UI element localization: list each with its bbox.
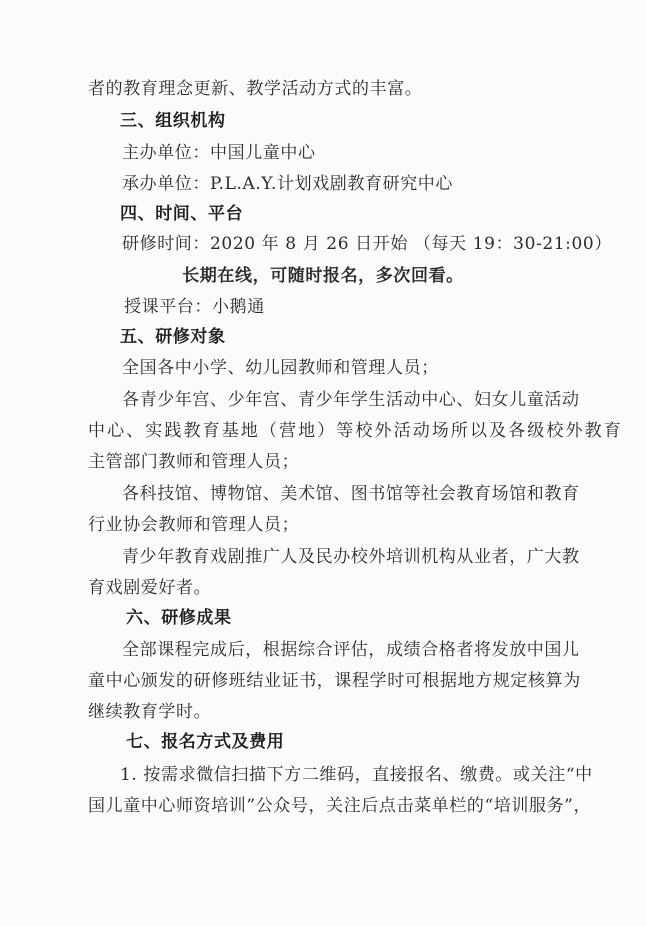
results-line: 全部课程完成后，根据综合评估，成绩合格者将发放中国儿	[122, 640, 580, 660]
audience-line: 青少年教育戏剧推广人及民办校外培训机构从业者，广大教	[122, 547, 580, 567]
training-time: 研修时间：2020 年 8 月 26 日开始 （每天 19：30-21:00）	[122, 234, 612, 254]
audience-line: 各青少年宫、少年宫、青少年学生活动中心、妇女儿童活动	[122, 390, 580, 410]
audience-line: 育戏剧爱好者。	[88, 578, 212, 598]
platform-line: 授课平台：小鹅通	[124, 297, 265, 317]
registration-line: 国儿童中心师资培训”公众号，关注后点击菜单栏的“培训服务”，	[88, 796, 592, 816]
audience-line: 行业协会教师和管理人员；	[88, 515, 300, 535]
registration-line: 1. 按需求微信扫描下方二维码，直接报名、缴费。或关注“中	[120, 765, 593, 785]
audience-line: 各科技馆、博物馆、美术馆、图书馆等社会教育场馆和教育	[122, 484, 580, 504]
section-heading-organization: 三、组织机构	[120, 111, 226, 131]
section-heading-results: 六、研修成果	[126, 608, 232, 628]
paragraph-line: 者的教育理念更新、教学活动方式的丰富。	[88, 79, 423, 99]
organizer-unit: 承办单位：P.L.A.Y.计划戏剧教育研究中心	[122, 174, 454, 194]
results-line: 童中心颁发的研修班结业证书，课程学时可根据地方规定核算为	[88, 671, 581, 691]
results-line: 继续教育学时。	[88, 702, 212, 722]
section-heading-audience: 五、研修对象	[120, 327, 226, 347]
section-heading-time-platform: 四、时间、平台	[120, 204, 244, 224]
audience-line: 中心、实践教育基地（营地）等校外活动场所以及各级校外教育	[88, 421, 623, 441]
host-unit: 主办单位：中国儿童中心	[122, 143, 316, 163]
audience-line: 全国各中小学、幼儿园教师和管理人员；	[122, 358, 439, 378]
audience-line: 主管部门教师和管理人员；	[88, 452, 300, 472]
online-note: 长期在线，可随时报名，多次回看。	[182, 266, 464, 286]
section-heading-registration: 七、报名方式及费用	[126, 732, 285, 752]
